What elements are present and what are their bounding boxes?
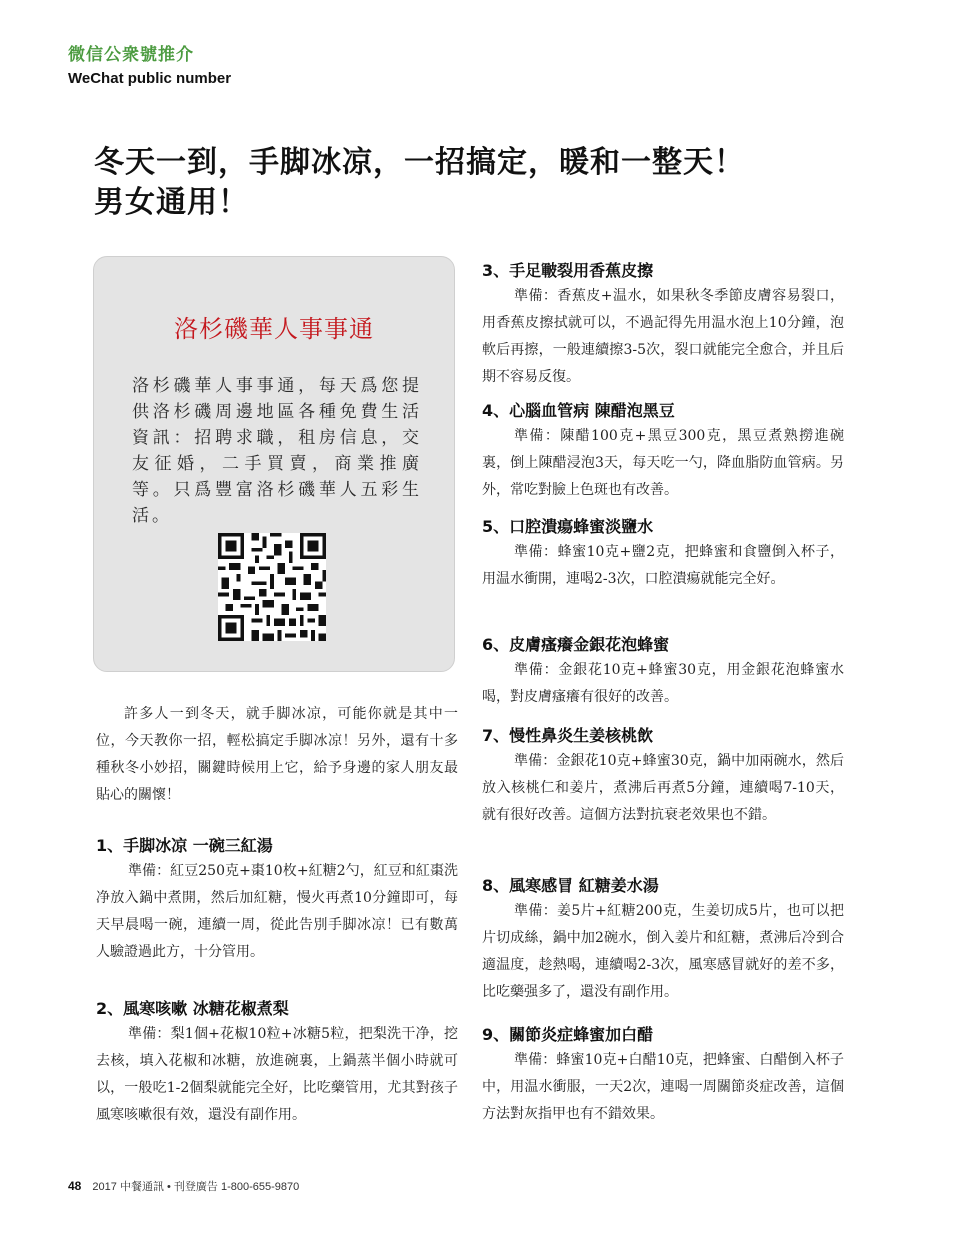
section-9 <box>482 1022 844 1128</box>
article-title <box>94 143 745 223</box>
section-7 <box>482 723 844 829</box>
section-6 <box>482 632 844 711</box>
ad-text: 洛杉磯華人事事通，每天爲您提供洛杉磯周邊地區各種免費生活資訊：招聘求職，租房信息，交友征婚，二手買賣，商業推廣等。只爲豐富洛杉磯華人五彩生活。 <box>132 376 422 526</box>
section-8-body: 準備：姜5片+紅糖200克，生姜切成5片，也可以把片切成絲，鍋中加2碗水，倒入姜片和紅糖，煮沸后冷到合適温度，趁熱喝，連續喝2-3次，風寒感冒就好的差不多，比吃藥强多了，還没有副作用。 <box>482 903 844 1000</box>
section-2-body: 準備：梨1個+花椒10粒+冰糖5粒，把梨洗干净，挖去核，填入花椒和冰糖，放進碗裏，上鍋蒸半個小時就可以，一般吃1-2個梨就能完全好，比吃藥管用，尤其對孩子風寒咳嗽很有效，還没有副作用。 <box>96 1026 458 1123</box>
page-number: 48 <box>68 1179 82 1193</box>
section-4 <box>482 398 844 504</box>
ad-title: 洛杉磯華人事事通 <box>174 315 374 343</box>
section-label: 微信公衆號推介 <box>68 45 194 65</box>
section-9-title: 9、關節炎症蜂蜜加白醋 <box>482 1025 654 1044</box>
section-1-title: 1、手脚冰凉 一碗三紅湯 <box>96 836 273 855</box>
section-5-title: 5、口腔潰瘍蜂蜜淡鹽水 <box>482 517 654 536</box>
section-2-title: 2、風寒咳嗽 冰糖花椒煮梨 <box>96 999 289 1018</box>
section-6-title: 6、皮膚瘙癢金銀花泡蜂蜜 <box>482 635 670 654</box>
section-1 <box>96 833 458 966</box>
section-1-body: 準備：紅豆250克+棗10枚+紅糖2勺，紅豆和紅棗洗净放入鍋中煮開，然后加紅糖，慢火再煮10分鐘即可，每天早晨喝一碗，連續一周，從此告別手脚冰凉！已有數萬人驗證過此方，十分管用。 <box>96 863 458 960</box>
article-title-line2: 男女通用！ <box>94 185 249 220</box>
section-label-english: WeChat public number <box>68 70 232 87</box>
section-4-body: 準備：陳醋100克+黑豆300克，黑豆煮熟撈進碗裏，倒上陳醋浸泡3天，每天吃一勺，降血脂防血管病。另外，常吃對臉上色斑也有改善。 <box>482 428 844 498</box>
section-8 <box>482 873 844 1006</box>
section-8-title: 8、風寒感冒 紅糖姜水湯 <box>482 876 659 895</box>
section-3-title: 3、手足皸裂用香蕉皮擦 <box>482 261 654 280</box>
ad-box <box>93 256 455 672</box>
section-9-body: 準備：蜂蜜10克+白醋10克，把蜂蜜、白醋倒入杯子中，用温水衝服，一天2次，連喝一周關節炎症改善，這個方法對灰指甲也有不錯效果。 <box>482 1052 844 1122</box>
section-3 <box>482 258 844 391</box>
article-title-line1: 冬天一到，手脚冰凉，一招搞定，暖和一整天！ <box>94 145 745 180</box>
section-2 <box>96 996 458 1129</box>
section-4-title: 4、心腦血管病 陳醋泡黑豆 <box>482 401 675 420</box>
footer-text: 2017 中餐通訊 • 刊登廣告 1-800-655-9870 <box>92 1181 300 1193</box>
section-7-title: 7、慢性鼻炎生姜核桃飲 <box>482 726 654 745</box>
section-3-body: 準備：香蕉皮+温水，如果秋冬季節皮膚容易裂口，用香蕉皮擦拭就可以，不過記得先用温水泡上10分鐘，泡軟后再擦，一般連續擦3-5次，裂口就能完全愈合，并且后期不容易反復。 <box>482 288 844 385</box>
section-7-body: 準備：金銀花10克+蜂蜜30克，鍋中加兩碗水，然后放入核桃仁和姜片，煮沸后再煮5分鐘，連續喝7-10天，就有很好改善。這個方法對抗衰老效果也不錯。 <box>482 753 844 823</box>
intro-paragraph: 許多人一到冬天，就手脚冰凉，可能你就是其中一位，今天教你一招，輕松搞定手脚冰凉！另外，還有十多種秋冬小妙招，關鍵時候用上它，給予身邊的家人朋友最貼心的關懷！ <box>96 706 458 803</box>
section-5-body: 準備：蜂蜜10克+鹽2克，把蜂蜜和食鹽倒入杯子，用温水衝開，連喝2-3次，口腔潰瘍就能完全好。 <box>482 544 844 587</box>
page-footer <box>68 1178 299 1194</box>
section-6-body: 準備：金銀花10克+蜂蜜30克，用金銀花泡蜂蜜水喝，對皮膚瘙癢有很好的改善。 <box>482 662 844 705</box>
section-5 <box>482 514 844 593</box>
qr-code-icon[interactable] <box>218 533 326 641</box>
